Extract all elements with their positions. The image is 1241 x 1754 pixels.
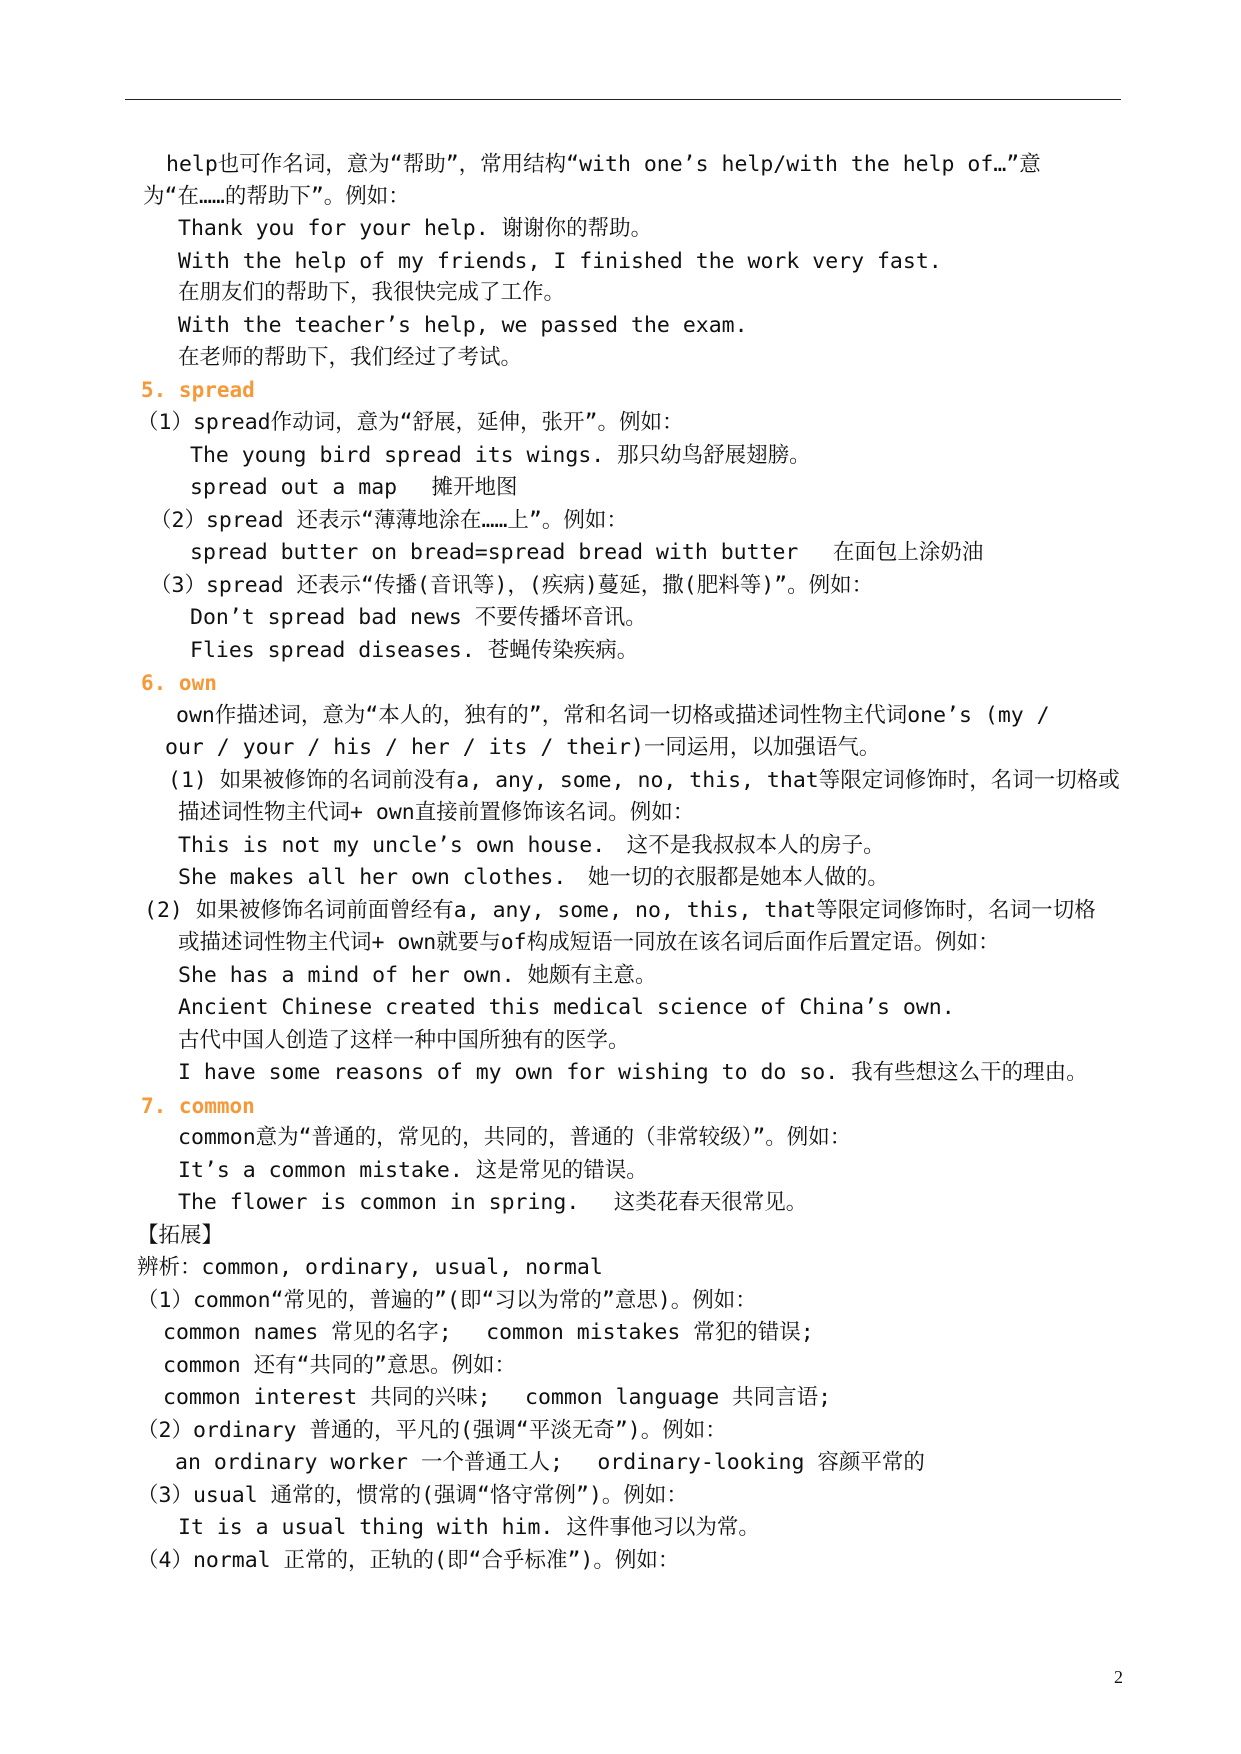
text-line: spread butter on bread=spread bread with butter 在面包上涂奶油 [190,540,984,565]
text-line: I have some reasons of my own for wishing to do so. 我有些想这么干的理由。 [178,1060,1088,1085]
text-line: Flies spread diseases. 苍蝇传染疾病。 [190,638,639,663]
text-line: It’s a common mistake. 这是常见的错误。 [178,1158,648,1183]
text-line: common names 常见的名字; common mistakes 常犯的错误; [163,1320,814,1345]
text-line: 【拓展】 [137,1223,224,1248]
text-line: (2) 如果被修饰名词前面曾经有a, any, some, no, this, that等限定词修饰时，名词一切格 [144,898,1096,923]
text-line: （1）spread作动词，意为“舒展，延伸，张开”。例如： [137,410,684,435]
text-line: （1）common“常见的，普遍的”(即“习以为常的”意思)。例如： [137,1288,757,1313]
text-line: Ancient Chinese created this medical science of China’s own. [178,995,955,1020]
section-heading: 5. spread [141,378,255,402]
text-line: （2）spread 还表示“薄薄地涂在……上”。例如： [150,508,628,533]
text-line: common interest 共同的兴味; common language 共同言语; [163,1385,832,1410]
text-line: common意为“普通的，常见的，共同的，普通的（非常较级）”。例如： [178,1125,852,1150]
text-line: 古代中国人创造了这样一种中国所独有的医学。 [178,1028,630,1053]
text-line: (1) 如果被修饰的名词前没有a, any, some, no, this, that等限定词修饰时，名词一切格或 [168,768,1120,793]
page-number: 2 [1114,1667,1123,1687]
text-line: 在老师的帮助下，我们经过了考试。 [178,345,523,370]
text-line: （3）spread 还表示“传播(音讯等)，(疾病)蔓延，撒(肥料等)”。例如： [150,573,874,598]
text-line: Thank you for your help. 谢谢你的帮助。 [178,216,653,241]
text-line: （3）usual 通常的，惯常的(强调“恪守常例”)。例如： [137,1483,688,1508]
text-line: 描述词性物主代词+ own直接前置修饰该名词。例如： [178,800,695,825]
text-line: spread out a map 摊开地图 [190,475,518,500]
header-rule [125,99,1121,100]
text-line: 为“在……的帮助下”。例如： [143,184,410,209]
text-line: help也可作名词，意为“帮助”，常用结构“with one’s help/with the help of…”意 [166,152,1041,177]
text-line: The young bird spread its wings. 那只幼鸟舒展翅膀。 [190,443,811,468]
text-line: It is a usual thing with him. 这件事他习以为常。 [178,1515,760,1540]
text-line: This is not my uncle’s own house. 这不是我叔叔本人的房子。 [178,833,885,858]
text-line: With the help of my friends, I finished the work very fast. [178,249,942,274]
text-line: own作描述词，意为“本人的，独有的”，常和名词一切格或描述词性物主代词one’s (my / [176,703,1050,728]
text-line: She has a mind of her own. 她颇有主意。 [178,963,657,988]
section-heading: 7. common [141,1094,255,1118]
text-line: common 还有“共同的”意思。例如： [163,1353,516,1378]
text-line: our / your / his / her / its / their)一同运用，以加强语气。 [165,735,881,760]
section-heading: 6. own [141,671,217,695]
text-line: With the teacher’s help, we passed the exam. [178,313,748,338]
text-line: She makes all her own clothes. 她一切的衣服都是她本人做的。 [178,865,889,890]
text-line: Don’t spread bad news 不要传播坏音讯。 [190,605,647,630]
text-line: an ordinary worker 一个普通工人; ordinary-looking 容颜平常的 [175,1450,925,1475]
text-line: （2）ordinary 普通的，平凡的(强调“平淡无奇”)。例如： [137,1418,727,1443]
text-line: 或描述词性物主代词+ own就要与of构成短语一同放在该名词后面作后置定语。例如： [178,930,1000,955]
text-line: （4）normal 正常的，正轨的(即“合乎标准”)。例如： [137,1548,680,1573]
text-line: The flower is common in spring. 这类花春天很常见。 [178,1190,808,1215]
text-line: 辨析：common, ordinary, usual, normal [137,1255,603,1280]
text-line: 在朋友们的帮助下，我很快完成了工作。 [178,280,566,305]
